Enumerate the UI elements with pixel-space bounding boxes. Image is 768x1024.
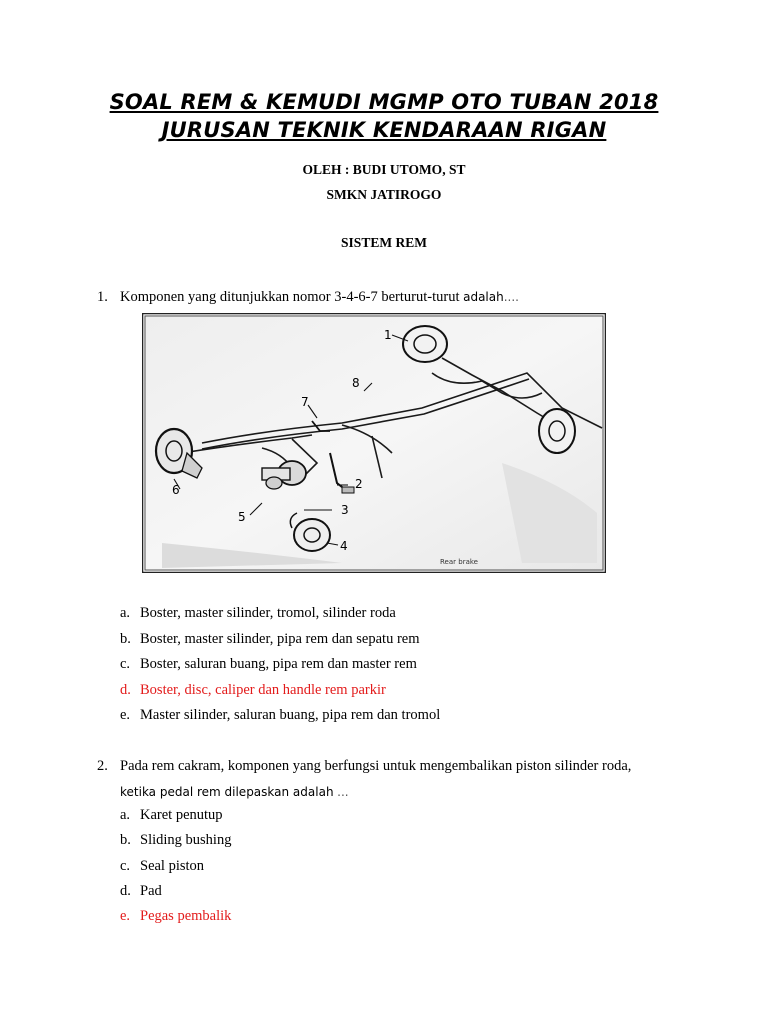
q2-option-b <box>120 832 231 849</box>
option-text: Seal piston <box>140 858 205 874</box>
option-letter: a. <box>120 605 131 621</box>
figure-label-4: 4 <box>340 539 348 553</box>
figure-label-2: 2 <box>355 477 363 491</box>
option-letter: b. <box>120 832 131 848</box>
option-text: Boster, master silinder, pipa rem dan sepatu rem <box>140 631 420 647</box>
figure-label-6: 6 <box>172 483 180 497</box>
question-number: 2. <box>97 758 108 774</box>
q2-option-a <box>120 807 223 824</box>
option-text: Boster, disc, caliper dan handle rem parkir <box>140 682 386 698</box>
option-text: Boster, saluran buang, pipa rem dan master rem <box>140 656 417 672</box>
figure-label-1: 1 <box>384 328 392 342</box>
option-text: Pegas pembalik <box>140 908 232 924</box>
q2-option-e-correct <box>120 908 231 925</box>
option-letter: c. <box>120 656 131 672</box>
author-line: OLEH : BUDI UTOMO, ST <box>302 162 466 177</box>
q2-option-c <box>120 858 204 875</box>
option-letter: a. <box>120 807 131 823</box>
brake-system-figure <box>142 313 606 573</box>
option-text: Master silinder, saluran buang, pipa rem dan tromol <box>140 707 441 723</box>
option-text: Sliding bushing <box>140 832 232 848</box>
q2-option-d <box>120 883 162 900</box>
q1-option-e <box>120 707 440 724</box>
figure-label-7: 7 <box>301 395 309 409</box>
question-number: 1. <box>97 289 108 305</box>
question-text: Komponen yang ditunjukkan nomor 3-4-6-7 berturut-turut <box>120 289 460 305</box>
q1-option-d-correct <box>120 682 386 699</box>
question-1 <box>97 283 519 311</box>
question-ellipsis: .... <box>503 290 519 304</box>
option-letter: e. <box>120 908 131 924</box>
q1-option-c <box>120 656 417 673</box>
figure-label-3: 3 <box>341 503 349 517</box>
option-letter: c. <box>120 858 131 874</box>
option-letter: d. <box>120 883 131 899</box>
document-title: SOAL REM & KEMUDI MGMP OTO TUBAN 2018 <box>109 90 659 114</box>
figure-label-8: 8 <box>352 376 360 390</box>
question-ellipsis: ... <box>337 785 349 799</box>
figure-label-5: 5 <box>238 510 246 524</box>
document-subtitle: JURUSAN TEKNIK KENDARAAN RIGAN <box>161 118 607 142</box>
option-letter: d. <box>120 682 131 698</box>
school-line: SMKN JATIROGO <box>326 187 442 202</box>
q1-option-b <box>120 631 420 648</box>
question-text-line2: ketika pedal rem dilepaskan adalah <box>120 785 334 799</box>
option-text: Karet penutup <box>140 807 223 823</box>
option-text: Boster, master silinder, tromol, silinder roda <box>140 605 396 621</box>
option-text: Pad <box>140 883 162 899</box>
q1-option-a <box>120 605 396 622</box>
figure-caption: Rear brake <box>440 558 478 566</box>
question-text-tail: adalah <box>463 290 504 304</box>
question-2-continuation <box>120 778 349 806</box>
section-heading: SISTEM REM <box>341 235 427 250</box>
option-letter: e. <box>120 707 131 723</box>
option-letter: b. <box>120 631 131 647</box>
question-text: Pada rem cakram, komponen yang berfungsi untuk mengembalikan piston silinder roda, <box>120 758 632 774</box>
question-2 <box>97 752 631 780</box>
